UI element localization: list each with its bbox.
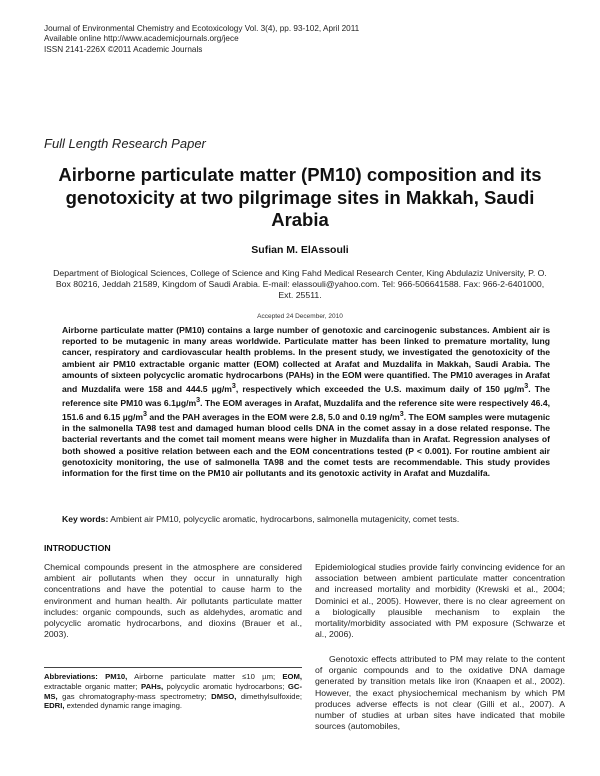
accepted-date: Accepted 24 December, 2010 (257, 313, 343, 320)
paper-title: Airborne particulate matter (PM10) composition and its genotoxicity at two pilgrimage sites in Makkah, Saudi Arabia (58, 164, 542, 230)
superscript: 3 (231, 382, 236, 391)
abbr-term: EOM, (282, 672, 302, 681)
abstract-text-3: . The reference site PM10 was 6.1µg/m (62, 383, 550, 408)
intro-right-paragraph-2: Genotoxic effects attributed to PM may relate to the content of organic compounds and to the oxidative DNA damage generated by transition metals like iron (Knaapen et al., 2002). However, the exact physiochemical mechanism by which PM produces adverse effects is not clear (Gilli et al., 2007). A number of studies at urban sites have indicated that mobile sources (automobiles, (315, 654, 565, 732)
abbr-term: DMSO, (211, 691, 237, 701)
journal-citation: Journal of Environmental Chemistry and Ecotoxicology Vol. 3(4), pp. 93-102, April 2011 (44, 24, 360, 33)
abbreviations (44, 672, 302, 711)
journal-header (44, 24, 359, 55)
intro-right-paragraph-1: Epidemiological studies provide fairly convincing evidence for an association between ambient particulate matter concentration and increased mortality and morbidity (Krewski et al., 2004; Dominici et al., 2005). However, there is no clear agreement on a biologically plausible mechanism to explain the mortality/morbidity associated with PM exposure (Schwarze et al., 2006). (315, 562, 565, 640)
abstract-text-2: , respectively which exceeded the U.S. maximum daily of 150 µg/m (235, 383, 525, 394)
abstract-text-6: . The EOM samples were mutagenic in the salmonella TA98 test and damaged human blood cells DNA in the comet assay in a dose related response. The bacterial revertants and the comet tail moment means were higher in Muzdalifa than in Arafat. Regression analyses of both showed a positive relation between each and the EOM concentrations tested (P < 0.001). For routine ambient air genotoxicity monitoring, the use of salmonella TA98 and the comet tests are recommendable. This study provides information for the first time on the PM10 air pollutants and its genotoxic activity in Arafat and Muzdalifa. (62, 412, 551, 479)
abstract-text-1: Airborne particulate matter (PM10) contains a large number of genotoxic and carcinogenic substances. Ambient air is reported to be mutagenic in many areas worldwide. Particulate matter has been linked to premature mortality, lung cancer, respiratory and cardiovascular health problems. In the present study, we investigated the genotoxicity of the ambient air PM10 extractable organic matter (EOM) collected at Arafat and Muzdalifa in Makkah, Saudi Arabia. The amounts of sixteen polycyclic aromatic hydrocarbons (PAHs) in the EOM were quantified. The PM10 averages in Arafat and Muzdalifa were 158 and 444.5 µg/m (62, 325, 550, 394)
abbr-def: polycyclic aromatic hydrocarbons; (163, 681, 288, 691)
abstract-text-5: and the PAH averages in the EOM were 2.8, 5.0 and 0.19 ng/m (146, 412, 400, 422)
abbr-def: extended dynamic range imaging. (64, 701, 183, 711)
author-name: Sufian M. ElAssouli (251, 244, 349, 256)
keywords-label: Key words: (62, 514, 109, 524)
intro-left-paragraph: Chemical compounds present in the atmosphere are considered ambient air pollutants when they occur in unnaturally high concentrations and have the potential to cause harm to the environment and human health. Air pollutants particulate matter includes: organic compounds, such as aldehydes, aromatic and polycyclic aromatic hydrocarbons, and dioxins (Brauer et al., 2003). (44, 562, 302, 640)
abbr-def: dimethylsulfoxide; (236, 691, 302, 701)
abstract-text-4: . The EOM averages in Arafat, Muzdalifa and the reference site were respectively 46.4, 151.6 and 6.15 µg/m (62, 397, 550, 422)
introduction-heading: INTRODUCTION (44, 543, 111, 553)
journal-issn: ISSN 2141-226X ©2011 Academic Journals (44, 44, 203, 54)
journal-online-url: Available online http://www.academicjournals.org/jece (44, 34, 239, 44)
abbr-def: gas chromatography-mass spectrometry; (57, 691, 212, 701)
footnote-divider (44, 667, 302, 668)
abbr-term: PM10, (105, 672, 128, 681)
abbr-term: GC-MS, (44, 681, 302, 701)
superscript: 3 (524, 382, 529, 391)
abbr-def: extractable organic matter; (44, 681, 142, 691)
superscript: 3 (142, 410, 147, 419)
paper-type: Full Length Research Paper (44, 136, 206, 151)
author-affiliation: Department of Biological Sciences, College of Science and King Fahd Medical Research Center, King Abdulaziz University, P. O. Box 80216, Jeddah 21589, Kingdom of Saudi Arabia. E-mail: elassouli@yahoo.com. Tel: 966-506641588. Fax: 966-2-6401000, Ext. 25511. (53, 268, 547, 301)
abstract (62, 325, 550, 479)
keywords-text: Ambient air PM10, polycyclic aromatic, hydrocarbons, salmonella mutagenicity, comet tests. (110, 514, 460, 524)
superscript: 3 (196, 396, 201, 405)
keywords (62, 514, 550, 525)
abbr-term: PAHs, (141, 681, 164, 691)
abbr-term: EDRI, (44, 701, 65, 711)
superscript: 3 (399, 410, 404, 419)
abbreviations-label: Abbreviations: (44, 672, 98, 681)
abbr-def: Airborne particulate matter ≤10 µm; (127, 672, 283, 681)
